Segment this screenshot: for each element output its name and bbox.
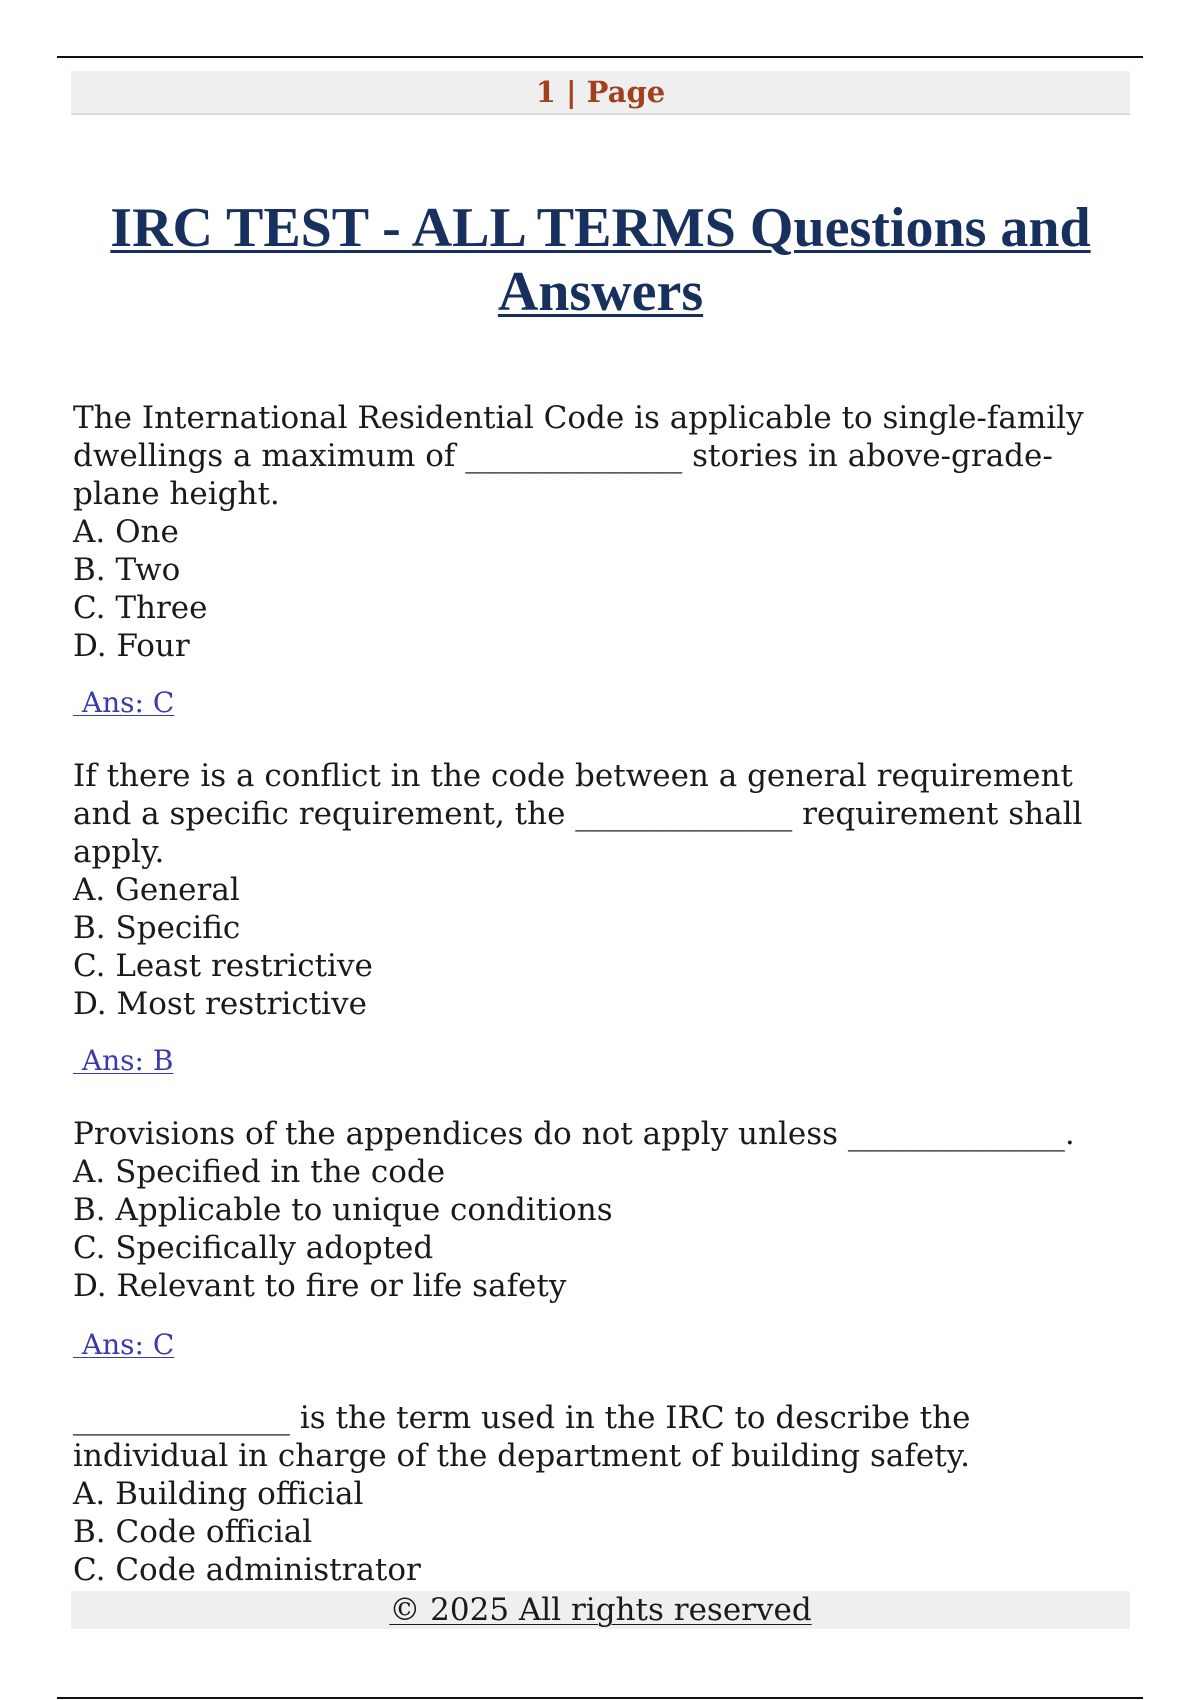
- question-block: [73, 757, 1133, 1023]
- option-item: C. Three: [73, 590, 208, 626]
- option-item: D. Relevant to fire or life safety: [73, 1268, 567, 1304]
- option-item: C. Specifically adopted: [73, 1230, 434, 1266]
- option-item: D. Most restrictive: [73, 986, 367, 1022]
- top-divider: [57, 56, 1143, 58]
- option-item: A. Building official: [73, 1476, 364, 1512]
- option-item: A. General: [73, 872, 240, 908]
- document-title: IRC TEST - ALL TERMS Questions and Answers: [110, 197, 1091, 323]
- option-list: [73, 1475, 1133, 1589]
- option-item: A. Specified in the code: [73, 1154, 446, 1190]
- option-list: [73, 871, 1133, 1023]
- answer-link[interactable]: Ans: B: [73, 1044, 174, 1077]
- page-number-header: [71, 71, 1130, 115]
- option-item: B. Applicable to unique conditions: [73, 1192, 613, 1228]
- question-text: The International Residential Code is applicable to single-family dwellings a maximum of ______________ stories in above-grade-plane height.: [73, 400, 1084, 512]
- answer-link[interactable]: Ans: C: [73, 686, 175, 719]
- option-item: D. Four: [73, 628, 190, 664]
- question-text: If there is a conflict in the code between a general requirement and a specific requirement, the ______________ requirement shall apply.: [73, 758, 1083, 870]
- answer-link[interactable]: Ans: C: [73, 1328, 175, 1361]
- copyright-text: © 2025 All rights reserved: [389, 1592, 812, 1628]
- option-item: B. Code official: [73, 1514, 313, 1550]
- option-item: C. Code administrator: [73, 1552, 421, 1588]
- option-item: B. Two: [73, 552, 181, 588]
- question-block: [73, 1115, 1133, 1305]
- question-text: Provisions of the appendices do not apply unless ______________.: [73, 1116, 1075, 1152]
- bottom-divider: [57, 1697, 1143, 1699]
- copyright-footer: [71, 1591, 1130, 1629]
- question-text: ______________ is the term used in the IRC to describe the individual in charge of the department of building safety.: [73, 1400, 971, 1474]
- option-item: B. Specific: [73, 910, 241, 946]
- option-item: A. One: [73, 514, 179, 550]
- page-number-label: 1 | Page: [535, 75, 666, 109]
- option-item: C. Least restrictive: [73, 948, 373, 984]
- option-list: [73, 1153, 1133, 1305]
- question-block: [73, 1399, 1133, 1589]
- option-list: [73, 513, 1133, 665]
- question-block: [73, 399, 1133, 665]
